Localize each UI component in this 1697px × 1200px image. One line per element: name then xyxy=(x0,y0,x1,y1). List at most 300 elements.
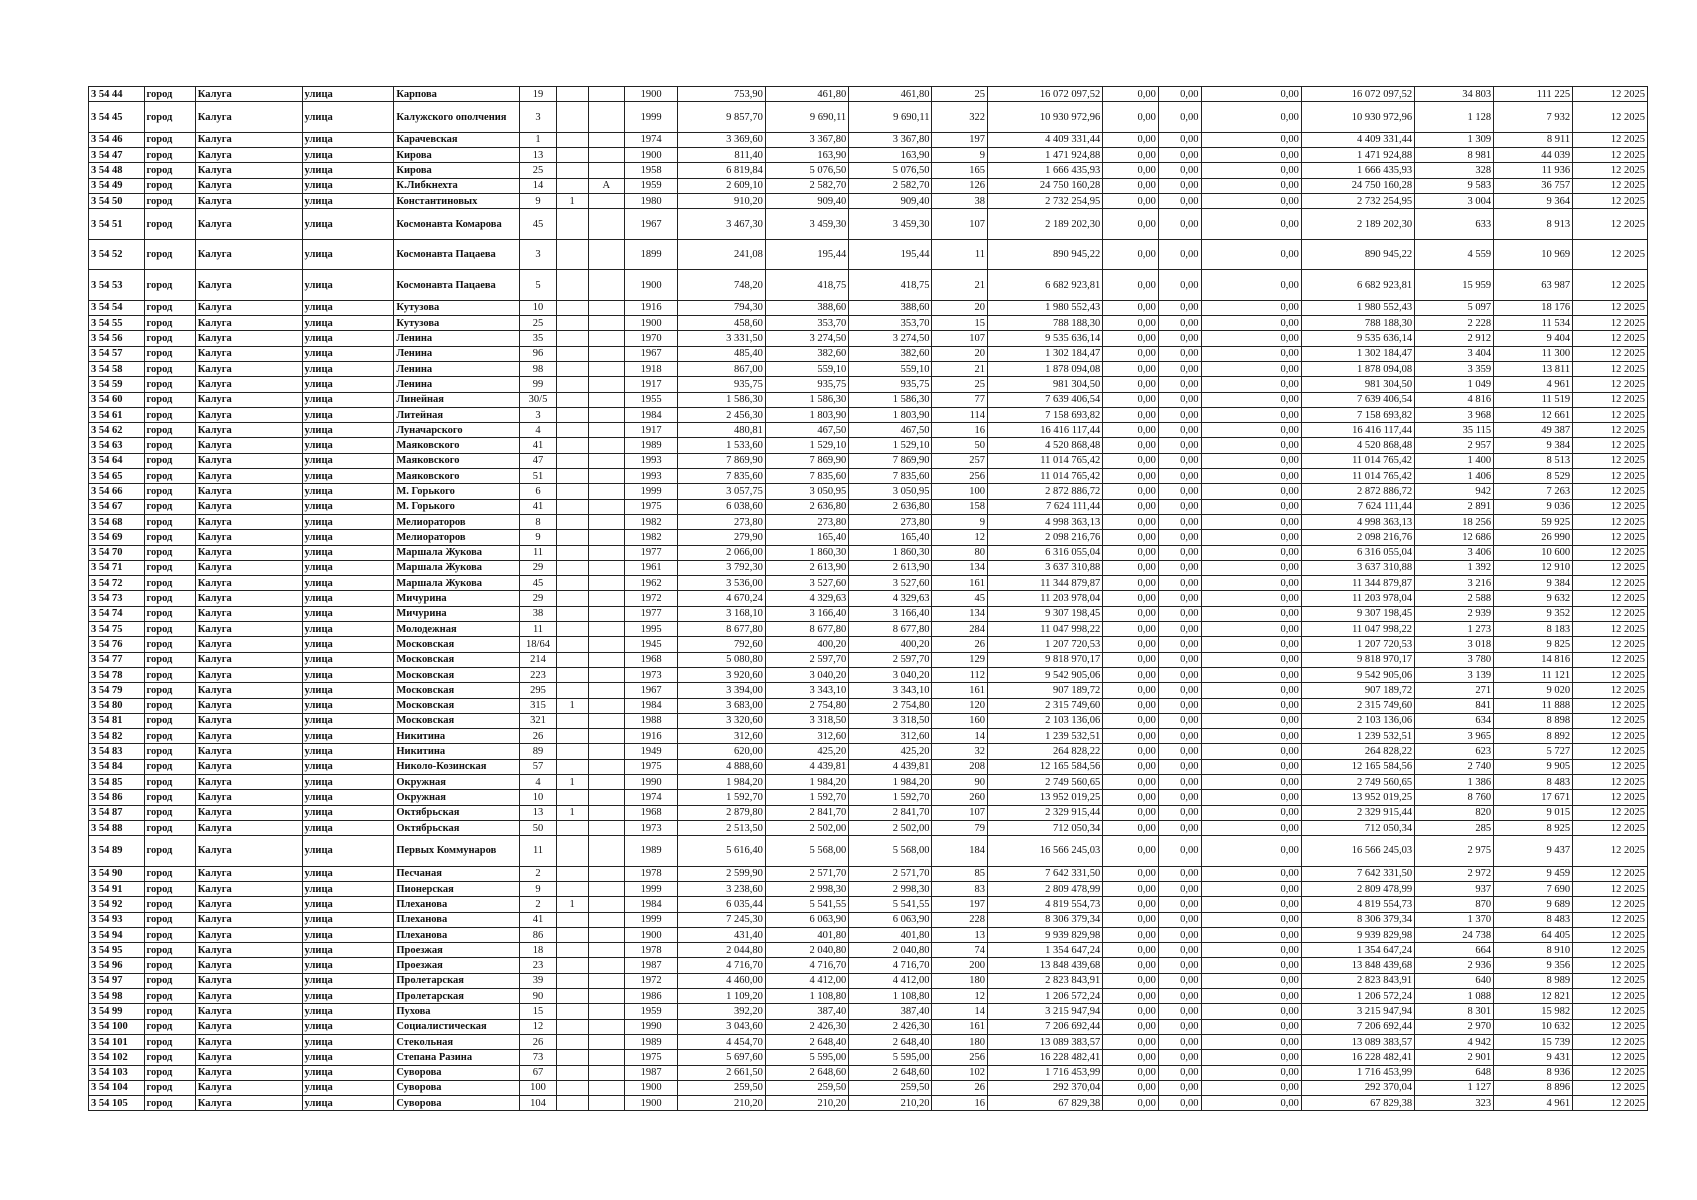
cell-letter xyxy=(588,958,624,973)
cell-zero-c: 0,00 xyxy=(1201,423,1301,438)
cell-period: 12 2025 xyxy=(1573,790,1648,805)
table-row xyxy=(89,407,1648,422)
cell-living-area-2: 5 076,50 xyxy=(849,163,932,178)
cell-letter xyxy=(588,652,624,667)
cell-settlement: Калуга xyxy=(195,881,302,896)
cell-house: 3 xyxy=(520,239,556,270)
cell-zero-a: 0,00 xyxy=(1103,973,1159,988)
cell-settlement: Калуга xyxy=(195,622,302,637)
cell-code: 3 54 70 xyxy=(89,545,145,560)
cell-period: 12 2025 xyxy=(1573,805,1648,820)
cell-living-area: 5 568,00 xyxy=(765,836,848,867)
cell-zero-a: 0,00 xyxy=(1103,239,1159,270)
cell-per-sqm: 623 xyxy=(1415,744,1494,759)
cell-letter xyxy=(588,193,624,208)
cell-residents: 26 xyxy=(932,1080,988,1095)
cell-zero-c: 0,00 xyxy=(1201,209,1301,240)
cell-cost-total: 2 315 749,60 xyxy=(1301,698,1414,713)
cell-cost-total: 16 072 097,52 xyxy=(1301,87,1414,102)
cell-per-sqm-month: 11 121 xyxy=(1494,667,1573,682)
cell-house: 19 xyxy=(520,87,556,102)
cell-cost: 2 872 886,72 xyxy=(987,484,1102,499)
table-row xyxy=(89,132,1648,147)
cell-cost: 3 637 310,88 xyxy=(987,560,1102,575)
cell-code: 3 54 69 xyxy=(89,530,145,545)
cell-street-type: улица xyxy=(302,193,394,208)
cell-letter xyxy=(588,897,624,912)
cell-settlement-type: город xyxy=(144,514,195,529)
cell-street-type: улица xyxy=(302,576,394,591)
cell-living-area-2: 165,40 xyxy=(849,530,932,545)
cell-letter xyxy=(588,637,624,652)
cell-total-area: 3 369,60 xyxy=(678,132,766,147)
cell-street-type: улица xyxy=(302,912,394,927)
cell-building xyxy=(556,713,588,728)
cell-cost: 2 823 843,91 xyxy=(987,973,1102,988)
cell-building xyxy=(556,652,588,667)
cell-per-sqm: 3 004 xyxy=(1415,193,1494,208)
cell-zero-a: 0,00 xyxy=(1103,943,1159,958)
cell-zero-b: 0,00 xyxy=(1158,667,1201,682)
cell-code: 3 54 92 xyxy=(89,897,145,912)
cell-zero-a: 0,00 xyxy=(1103,1019,1159,1034)
table-row xyxy=(89,652,1648,667)
cell-living-area-2: 425,20 xyxy=(849,744,932,759)
cell-zero-c: 0,00 xyxy=(1201,499,1301,514)
cell-building xyxy=(556,87,588,102)
cell-year: 1982 xyxy=(624,514,677,529)
cell-living-area-2: 3 050,95 xyxy=(849,484,932,499)
cell-per-sqm-month: 9 036 xyxy=(1494,499,1573,514)
cell-cost: 13 089 383,57 xyxy=(987,1034,1102,1049)
cell-building xyxy=(556,729,588,744)
cell-period: 12 2025 xyxy=(1573,958,1648,973)
cell-period: 12 2025 xyxy=(1573,637,1648,652)
cell-street: Калужского ополчения xyxy=(394,102,520,133)
cell-house: 38 xyxy=(520,606,556,621)
cell-settlement: Калуга xyxy=(195,239,302,270)
cell-street: Маяковского xyxy=(394,438,520,453)
cell-zero-a: 0,00 xyxy=(1103,514,1159,529)
cell-street-type: улица xyxy=(302,453,394,468)
cell-total-area: 3 792,30 xyxy=(678,560,766,575)
cell-cost-total: 11 014 765,42 xyxy=(1301,469,1414,484)
cell-zero-b: 0,00 xyxy=(1158,698,1201,713)
cell-street: Московская xyxy=(394,698,520,713)
cell-street: Карачевская xyxy=(394,132,520,147)
cell-per-sqm: 2 740 xyxy=(1415,759,1494,774)
cell-cost: 11 014 765,42 xyxy=(987,469,1102,484)
cell-zero-a: 0,00 xyxy=(1103,759,1159,774)
cell-per-sqm-month: 8 183 xyxy=(1494,622,1573,637)
cell-total-area: 2 599,90 xyxy=(678,866,766,881)
cell-cost: 712 050,34 xyxy=(987,820,1102,835)
cell-letter xyxy=(588,499,624,514)
cell-year: 1987 xyxy=(624,1065,677,1080)
cell-residents: 20 xyxy=(932,346,988,361)
cell-per-sqm-month: 8 913 xyxy=(1494,209,1573,240)
cell-building xyxy=(556,178,588,193)
cell-year: 1962 xyxy=(624,576,677,591)
cell-living-area: 2 998,30 xyxy=(765,881,848,896)
cell-zero-c: 0,00 xyxy=(1201,1080,1301,1095)
table-row xyxy=(89,438,1648,453)
cell-street: Маршала Жукова xyxy=(394,560,520,575)
cell-street: Суворова xyxy=(394,1065,520,1080)
cell-zero-c: 0,00 xyxy=(1201,545,1301,560)
cell-zero-c: 0,00 xyxy=(1201,790,1301,805)
table-row xyxy=(89,622,1648,637)
cell-per-sqm-month: 11 519 xyxy=(1494,392,1573,407)
cell-letter xyxy=(588,606,624,621)
cell-cost: 13 952 019,25 xyxy=(987,790,1102,805)
cell-street-type: улица xyxy=(302,698,394,713)
cell-total-area: 4 716,70 xyxy=(678,958,766,973)
cell-code: 3 54 52 xyxy=(89,239,145,270)
cell-cost: 9 939 829,98 xyxy=(987,927,1102,942)
cell-zero-a: 0,00 xyxy=(1103,774,1159,789)
cell-zero-b: 0,00 xyxy=(1158,836,1201,867)
table-row xyxy=(89,774,1648,789)
cell-zero-a: 0,00 xyxy=(1103,392,1159,407)
cell-house: 41 xyxy=(520,438,556,453)
cell-period: 12 2025 xyxy=(1573,973,1648,988)
cell-letter xyxy=(588,530,624,545)
cell-year: 1945 xyxy=(624,637,677,652)
cell-living-area-2: 4 412,00 xyxy=(849,973,932,988)
table-row xyxy=(89,530,1648,545)
cell-building xyxy=(556,438,588,453)
cell-code: 3 54 53 xyxy=(89,270,145,301)
cell-cost: 2 103 136,06 xyxy=(987,713,1102,728)
cell-zero-a: 0,00 xyxy=(1103,989,1159,1004)
cell-code: 3 54 71 xyxy=(89,560,145,575)
table-row xyxy=(89,193,1648,208)
cell-letter xyxy=(588,361,624,376)
cell-per-sqm-month: 10 632 xyxy=(1494,1019,1573,1034)
cell-house: 3 xyxy=(520,102,556,133)
cell-year: 1900 xyxy=(624,316,677,331)
cell-per-sqm: 15 959 xyxy=(1415,270,1494,301)
cell-total-area: 1 533,60 xyxy=(678,438,766,453)
cell-zero-b: 0,00 xyxy=(1158,591,1201,606)
cell-zero-b: 0,00 xyxy=(1158,392,1201,407)
cell-year: 1899 xyxy=(624,239,677,270)
cell-code: 3 54 77 xyxy=(89,652,145,667)
cell-period: 12 2025 xyxy=(1573,759,1648,774)
cell-street-type: улица xyxy=(302,392,394,407)
cell-code: 3 54 104 xyxy=(89,1080,145,1095)
cell-per-sqm-month: 59 925 xyxy=(1494,514,1573,529)
cell-cost: 2 809 478,99 xyxy=(987,881,1102,896)
cell-per-sqm-month: 9 384 xyxy=(1494,438,1573,453)
cell-zero-c: 0,00 xyxy=(1201,407,1301,422)
cell-period: 12 2025 xyxy=(1573,178,1648,193)
cell-cost: 10 930 972,96 xyxy=(987,102,1102,133)
cell-zero-c: 0,00 xyxy=(1201,836,1301,867)
cell-street: Окружная xyxy=(394,790,520,805)
cell-settlement-type: город xyxy=(144,560,195,575)
cell-street-type: улица xyxy=(302,591,394,606)
cell-house: 26 xyxy=(520,729,556,744)
cell-living-area: 5 595,00 xyxy=(765,1050,848,1065)
cell-settlement-type: город xyxy=(144,453,195,468)
cell-living-area: 1 108,80 xyxy=(765,989,848,1004)
cell-street-type: улица xyxy=(302,300,394,315)
cell-settlement-type: город xyxy=(144,622,195,637)
cell-letter xyxy=(588,407,624,422)
cell-code: 3 54 86 xyxy=(89,790,145,805)
cell-cost-total: 1 207 720,53 xyxy=(1301,637,1414,652)
cell-settlement: Калуга xyxy=(195,331,302,346)
cell-letter xyxy=(588,591,624,606)
cell-per-sqm: 35 115 xyxy=(1415,423,1494,438)
cell-total-area: 620,00 xyxy=(678,744,766,759)
cell-zero-b: 0,00 xyxy=(1158,163,1201,178)
cell-settlement: Калуга xyxy=(195,346,302,361)
cell-street-type: улица xyxy=(302,132,394,147)
cell-street: Мичурина xyxy=(394,606,520,621)
cell-residents: 107 xyxy=(932,805,988,820)
cell-letter xyxy=(588,560,624,575)
cell-year: 1900 xyxy=(624,270,677,301)
cell-street: Маршала Жукова xyxy=(394,576,520,591)
cell-letter xyxy=(588,1034,624,1049)
cell-settlement: Калуга xyxy=(195,499,302,514)
cell-per-sqm-month: 5 727 xyxy=(1494,744,1573,759)
cell-cost-total: 12 165 584,56 xyxy=(1301,759,1414,774)
cell-street-type: улица xyxy=(302,683,394,698)
cell-letter xyxy=(588,622,624,637)
cell-street-type: улица xyxy=(302,989,394,1004)
cell-zero-a: 0,00 xyxy=(1103,897,1159,912)
table-row xyxy=(89,346,1648,361)
cell-residents: 107 xyxy=(932,331,988,346)
cell-letter xyxy=(588,209,624,240)
cell-settlement: Калуга xyxy=(195,377,302,392)
cell-settlement: Калуга xyxy=(195,423,302,438)
cell-street: Степана Разина xyxy=(394,1050,520,1065)
cell-residents: 260 xyxy=(932,790,988,805)
cell-zero-b: 0,00 xyxy=(1158,606,1201,621)
cell-living-area: 3 367,80 xyxy=(765,132,848,147)
cell-letter xyxy=(588,239,624,270)
cell-street-type: улица xyxy=(302,1096,394,1111)
cell-house: 9 xyxy=(520,530,556,545)
cell-settlement: Калуга xyxy=(195,698,302,713)
cell-period: 12 2025 xyxy=(1573,193,1648,208)
table-row xyxy=(89,729,1648,744)
cell-settlement-type: город xyxy=(144,361,195,376)
cell-house: 4 xyxy=(520,423,556,438)
cell-zero-b: 0,00 xyxy=(1158,1050,1201,1065)
cell-total-area: 792,60 xyxy=(678,637,766,652)
cell-street: Литейная xyxy=(394,407,520,422)
cell-period: 12 2025 xyxy=(1573,698,1648,713)
cell-total-area: 2 066,00 xyxy=(678,545,766,560)
cell-zero-c: 0,00 xyxy=(1201,1096,1301,1111)
cell-per-sqm-month: 8 529 xyxy=(1494,469,1573,484)
cell-cost: 16 072 097,52 xyxy=(987,87,1102,102)
cell-zero-b: 0,00 xyxy=(1158,316,1201,331)
cell-zero-a: 0,00 xyxy=(1103,87,1159,102)
table-row xyxy=(89,667,1648,682)
cell-building: 1 xyxy=(556,193,588,208)
cell-per-sqm-month: 11 300 xyxy=(1494,346,1573,361)
cell-period: 12 2025 xyxy=(1573,469,1648,484)
cell-letter xyxy=(588,148,624,163)
cell-living-area: 2 648,60 xyxy=(765,1065,848,1080)
cell-per-sqm-month: 9 905 xyxy=(1494,759,1573,774)
cell-settlement: Калуга xyxy=(195,637,302,652)
cell-zero-b: 0,00 xyxy=(1158,239,1201,270)
table-row xyxy=(89,484,1648,499)
cell-code: 3 54 61 xyxy=(89,407,145,422)
cell-year: 1999 xyxy=(624,881,677,896)
cell-code: 3 54 45 xyxy=(89,102,145,133)
cell-residents: 14 xyxy=(932,729,988,744)
cell-settlement: Калуга xyxy=(195,438,302,453)
cell-per-sqm: 648 xyxy=(1415,1065,1494,1080)
cell-per-sqm-month: 8 896 xyxy=(1494,1080,1573,1095)
cell-code: 3 54 101 xyxy=(89,1034,145,1049)
cell-per-sqm: 820 xyxy=(1415,805,1494,820)
cell-settlement: Калуга xyxy=(195,790,302,805)
cell-period: 12 2025 xyxy=(1573,407,1648,422)
cell-living-area: 3 274,50 xyxy=(765,331,848,346)
cell-settlement-type: город xyxy=(144,346,195,361)
cell-per-sqm: 1 309 xyxy=(1415,132,1494,147)
cell-house: 321 xyxy=(520,713,556,728)
cell-year: 1959 xyxy=(624,1004,677,1019)
cell-per-sqm-month: 44 039 xyxy=(1494,148,1573,163)
cell-settlement-type: город xyxy=(144,667,195,682)
cell-residents: 208 xyxy=(932,759,988,774)
cell-street-type: улица xyxy=(302,790,394,805)
cell-settlement: Калуга xyxy=(195,927,302,942)
cell-code: 3 54 98 xyxy=(89,989,145,1004)
cell-street: Космонавта Комарова xyxy=(394,209,520,240)
cell-living-area: 3 040,20 xyxy=(765,667,848,682)
cell-year: 1989 xyxy=(624,438,677,453)
cell-per-sqm-month: 8 898 xyxy=(1494,713,1573,728)
cell-period: 12 2025 xyxy=(1573,866,1648,881)
cell-street-type: улица xyxy=(302,973,394,988)
cell-house: 295 xyxy=(520,683,556,698)
cell-street-type: улица xyxy=(302,346,394,361)
cell-total-area: 5 616,40 xyxy=(678,836,766,867)
cell-living-area-2: 400,20 xyxy=(849,637,932,652)
cell-residents: 50 xyxy=(932,438,988,453)
cell-residents: 112 xyxy=(932,667,988,682)
cell-cost-total: 7 624 111,44 xyxy=(1301,499,1414,514)
cell-street-type: улица xyxy=(302,606,394,621)
cell-zero-b: 0,00 xyxy=(1158,530,1201,545)
cell-street-type: улица xyxy=(302,729,394,744)
cell-year: 1959 xyxy=(624,178,677,193)
cell-total-area: 4 460,00 xyxy=(678,973,766,988)
cell-cost: 1 207 720,53 xyxy=(987,637,1102,652)
cell-street-type: улица xyxy=(302,331,394,346)
cell-per-sqm: 2 588 xyxy=(1415,591,1494,606)
cell-living-area: 195,44 xyxy=(765,239,848,270)
cell-zero-a: 0,00 xyxy=(1103,744,1159,759)
cell-street-type: улица xyxy=(302,1050,394,1065)
cell-zero-a: 0,00 xyxy=(1103,499,1159,514)
cell-per-sqm-month: 12 910 xyxy=(1494,560,1573,575)
cell-period: 12 2025 xyxy=(1573,346,1648,361)
cell-period: 12 2025 xyxy=(1573,744,1648,759)
cell-per-sqm: 271 xyxy=(1415,683,1494,698)
cell-zero-c: 0,00 xyxy=(1201,820,1301,835)
cell-house: 86 xyxy=(520,927,556,942)
cell-residents: 21 xyxy=(932,270,988,301)
cell-total-area: 4 670,24 xyxy=(678,591,766,606)
cell-residents: 107 xyxy=(932,209,988,240)
cell-letter xyxy=(588,927,624,942)
cell-building xyxy=(556,209,588,240)
cell-period: 12 2025 xyxy=(1573,163,1648,178)
cell-letter xyxy=(588,346,624,361)
cell-code: 3 54 50 xyxy=(89,193,145,208)
cell-settlement: Калуга xyxy=(195,606,302,621)
cell-cost: 4 819 554,73 xyxy=(987,897,1102,912)
cell-zero-a: 0,00 xyxy=(1103,178,1159,193)
cell-zero-a: 0,00 xyxy=(1103,912,1159,927)
cell-cost-total: 1 716 453,99 xyxy=(1301,1065,1414,1080)
cell-per-sqm-month: 9 459 xyxy=(1494,866,1573,881)
cell-zero-b: 0,00 xyxy=(1158,438,1201,453)
cell-year: 1993 xyxy=(624,469,677,484)
cell-cost: 2 732 254,95 xyxy=(987,193,1102,208)
cell-cost: 9 818 970,17 xyxy=(987,652,1102,667)
cell-zero-a: 0,00 xyxy=(1103,193,1159,208)
cell-total-area: 3 043,60 xyxy=(678,1019,766,1034)
cell-street: Плеханова xyxy=(394,897,520,912)
cell-period: 12 2025 xyxy=(1573,499,1648,514)
cell-cost-total: 4 409 331,44 xyxy=(1301,132,1414,147)
cell-settlement-type: город xyxy=(144,407,195,422)
cell-per-sqm-month: 8 989 xyxy=(1494,973,1573,988)
cell-living-area: 1 529,10 xyxy=(765,438,848,453)
cell-settlement: Калуга xyxy=(195,759,302,774)
cell-settlement-type: город xyxy=(144,423,195,438)
cell-zero-b: 0,00 xyxy=(1158,1004,1201,1019)
cell-cost: 9 542 905,06 xyxy=(987,667,1102,682)
cell-cost-total: 67 829,38 xyxy=(1301,1096,1414,1111)
cell-zero-c: 0,00 xyxy=(1201,239,1301,270)
cell-zero-b: 0,00 xyxy=(1158,545,1201,560)
cell-cost-total: 16 566 245,03 xyxy=(1301,836,1414,867)
cell-street: Пролетарская xyxy=(394,973,520,988)
cell-per-sqm-month: 8 910 xyxy=(1494,943,1573,958)
cell-zero-c: 0,00 xyxy=(1201,805,1301,820)
cell-residents: 100 xyxy=(932,484,988,499)
cell-letter xyxy=(588,683,624,698)
cell-living-area: 400,20 xyxy=(765,637,848,652)
cell-per-sqm-month: 11 888 xyxy=(1494,698,1573,713)
cell-house: 90 xyxy=(520,989,556,1004)
cell-per-sqm: 3 139 xyxy=(1415,667,1494,682)
cell-building xyxy=(556,484,588,499)
cell-settlement: Калуга xyxy=(195,805,302,820)
cell-code: 3 54 91 xyxy=(89,881,145,896)
cell-cost-total: 16 416 117,44 xyxy=(1301,423,1414,438)
cell-street: Кутузова xyxy=(394,316,520,331)
cell-living-area: 2 502,00 xyxy=(765,820,848,835)
cell-per-sqm-month: 12 821 xyxy=(1494,989,1573,1004)
cell-year: 1990 xyxy=(624,1019,677,1034)
